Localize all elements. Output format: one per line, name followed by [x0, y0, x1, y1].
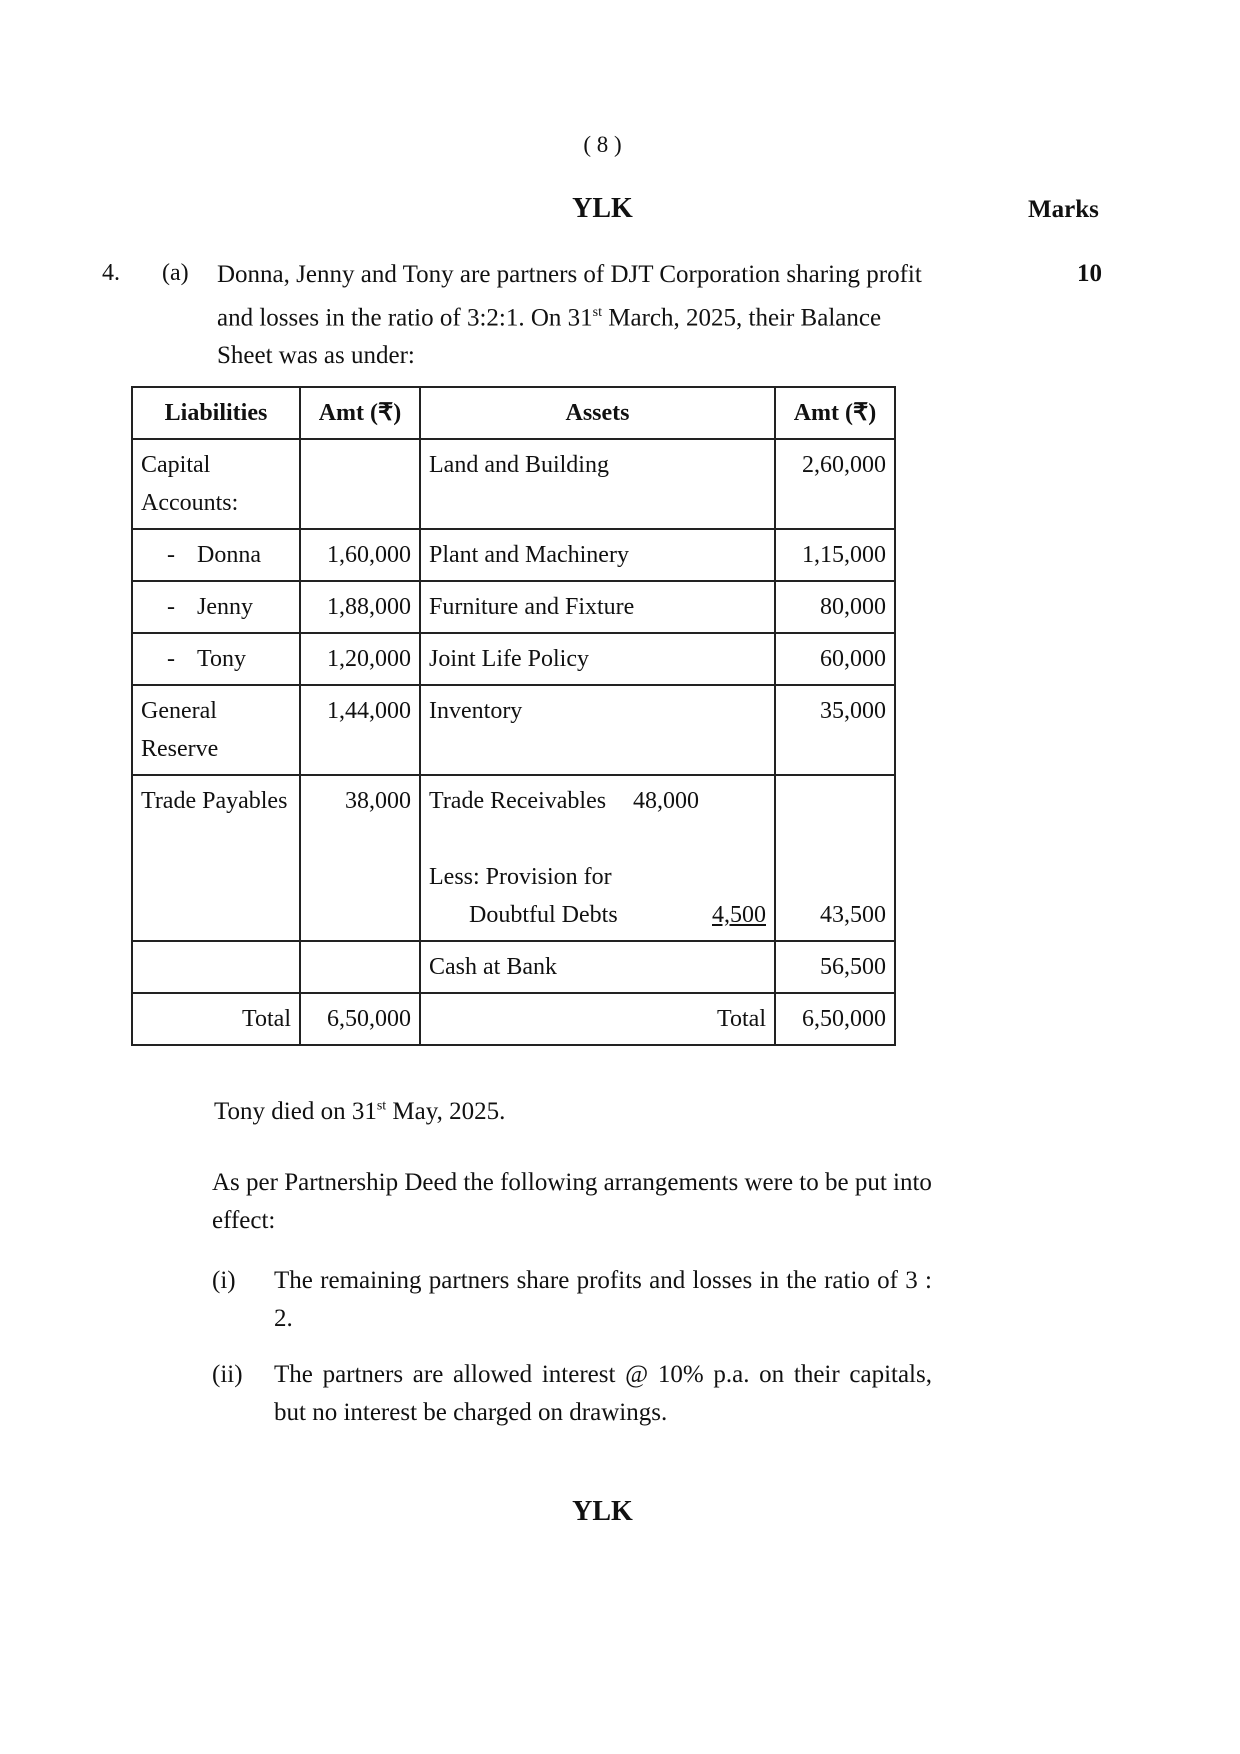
- provision-amount: 4,500: [712, 902, 766, 928]
- plant-machinery-label: Plant and Machinery: [420, 529, 775, 581]
- question-marks: 10: [1077, 260, 1102, 287]
- item-marker: (ii): [212, 1361, 243, 1388]
- item-text: The partners are allowed interest @ 10% p.a. on their capitals, but no interest be charged on drawings.: [274, 1361, 932, 1426]
- item-marker: (i): [212, 1267, 236, 1294]
- page-number: ( 8 ): [583, 132, 622, 157]
- joint-life-policy-amount: 60,000: [775, 633, 895, 685]
- jenny-label: Jenny: [197, 594, 253, 620]
- table-row: [132, 439, 895, 529]
- item-text: The remaining partners share profits and losses in the ratio of 3 : 2.: [274, 1267, 932, 1332]
- total-label-assets: Total: [420, 993, 775, 1045]
- bullet-dash: -: [167, 646, 175, 672]
- question-intro: Donna, Jenny and Tony are partners of DJT Corporation sharing profit and losses in the ratio of 3:2:1. On 31st March, 2025, their Balance Sheet was as under:: [217, 261, 922, 370]
- death-statement: Tony died on 31st May, 2025.: [214, 1098, 506, 1125]
- total-assets-amount: 6,50,000: [775, 993, 895, 1045]
- donna-capital-amount: 1,60,000: [300, 529, 420, 581]
- tony-label: Tony: [197, 646, 246, 672]
- joint-life-policy-label: Joint Life Policy: [420, 633, 775, 685]
- capital-accounts-label: Capital Accounts:: [132, 439, 300, 529]
- trade-receivables-gross: 48,000: [633, 788, 699, 814]
- cash-at-bank-label: Cash at Bank: [420, 941, 775, 993]
- table-row: [132, 775, 895, 941]
- header-assets: Assets: [420, 387, 775, 439]
- jenny-capital-amount: 1,88,000: [300, 581, 420, 633]
- total-liabilities-amount: 6,50,000: [300, 993, 420, 1045]
- header-amount-liabilities: Amt (₹): [300, 387, 420, 439]
- furniture-fixture-label: Furniture and Fixture: [420, 581, 775, 633]
- paper-code-bottom: YLK: [572, 1496, 633, 1527]
- table-row: [132, 633, 895, 685]
- bullet-dash: -: [167, 542, 175, 568]
- donna-label: Donna: [197, 542, 261, 568]
- trade-payables-amount: 38,000: [300, 775, 420, 941]
- land-building-amount: 2,60,000: [775, 439, 895, 529]
- general-reserve-label: General Reserve: [132, 685, 300, 775]
- table-header-row: [132, 387, 895, 439]
- marks-column-header: Marks: [1028, 196, 1099, 223]
- land-building-label: Land and Building: [420, 439, 775, 529]
- header-liabilities: Liabilities: [132, 387, 300, 439]
- tony-capital-amount: 1,20,000: [300, 633, 420, 685]
- furniture-fixture-amount: 80,000: [775, 581, 895, 633]
- question-part: (a): [162, 260, 189, 286]
- trade-receivables-label: Trade Receivables: [429, 788, 607, 814]
- inventory-amount: 35,000: [775, 685, 895, 775]
- deed-statement: As per Partnership Deed the following arrangements were to be put into effect:: [212, 1169, 932, 1234]
- header-amount-assets: Amt (₹): [775, 387, 895, 439]
- plant-machinery-amount: 1,15,000: [775, 529, 895, 581]
- table-row: [132, 685, 895, 775]
- general-reserve-amount: 1,44,000: [300, 685, 420, 775]
- question-number: 4.: [102, 260, 120, 286]
- inventory-label: Inventory: [420, 685, 775, 775]
- trade-payables-label: Trade Payables: [132, 775, 300, 941]
- trade-receivables-net: 43,500: [775, 775, 895, 941]
- total-row: [132, 993, 895, 1045]
- table-row: [132, 941, 895, 993]
- list-item: [212, 1356, 932, 1432]
- cash-at-bank-amount: 56,500: [775, 941, 895, 993]
- doubtful-debts-label: Doubtful Debts: [469, 902, 618, 928]
- balance-sheet-table: [131, 386, 896, 1046]
- bullet-dash: -: [167, 594, 175, 620]
- list-item: [212, 1262, 932, 1338]
- paper-code-top: YLK: [572, 193, 633, 224]
- table-row: [132, 529, 895, 581]
- total-label-liabilities: Total: [132, 993, 300, 1045]
- less-provision-label: Less: Provision for: [429, 864, 612, 890]
- table-row: [132, 581, 895, 633]
